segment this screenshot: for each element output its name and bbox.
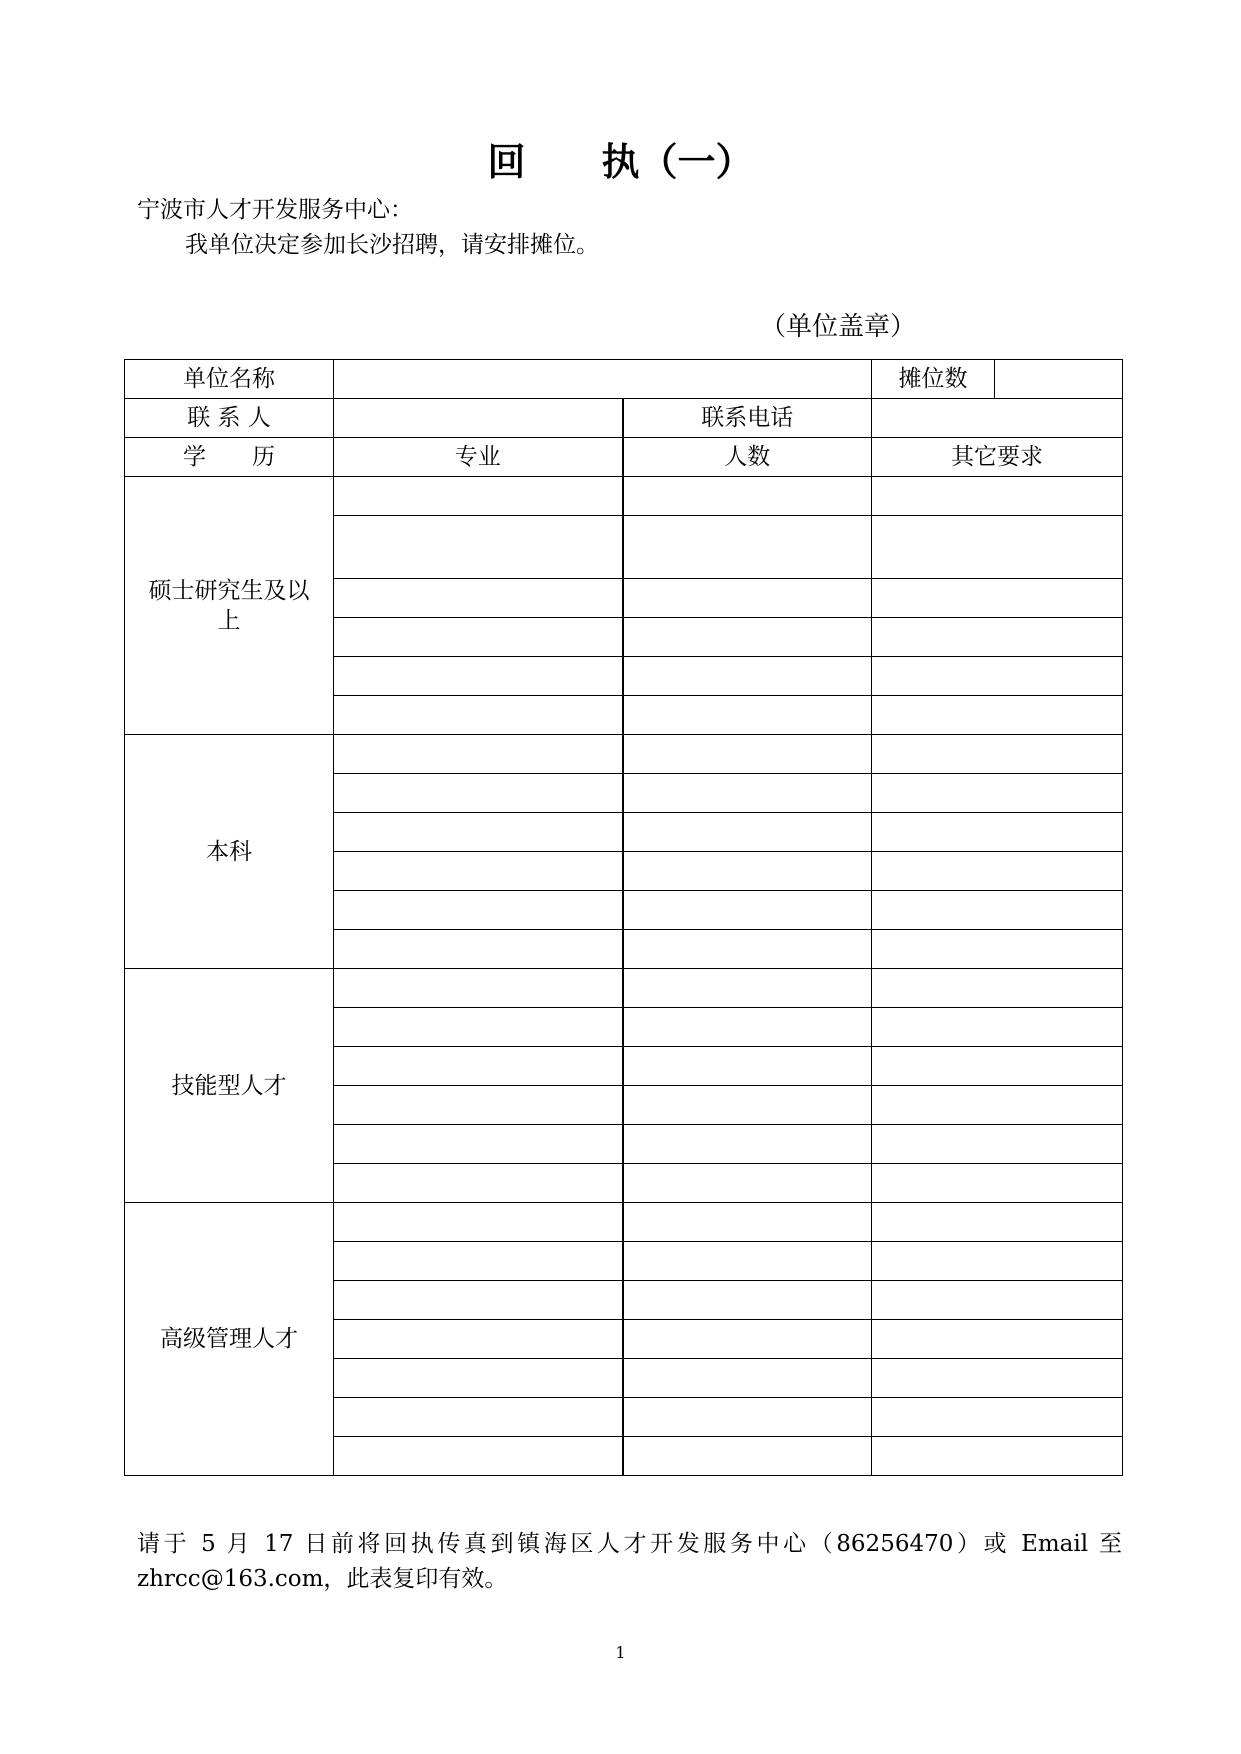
count-cell[interactable] [623, 1242, 872, 1281]
major-cell[interactable] [334, 774, 623, 813]
major-cell[interactable] [334, 930, 623, 969]
count-cell[interactable] [623, 813, 872, 852]
count-cell[interactable] [623, 1203, 872, 1242]
other-cell[interactable] [872, 477, 1123, 516]
other-cell[interactable] [872, 657, 1123, 696]
table-row [125, 1203, 1123, 1242]
other-cell[interactable] [872, 1320, 1123, 1359]
count-cell[interactable] [623, 1398, 872, 1437]
contact-label: 联 系 人 [125, 399, 334, 438]
count-cell[interactable] [623, 1125, 872, 1164]
other-cell[interactable] [872, 1437, 1123, 1476]
addressee: 宁波市人才开发服务中心： [137, 197, 413, 223]
major-cell[interactable] [334, 579, 623, 618]
category-bachelor-label: 本科 [125, 735, 334, 969]
other-cell[interactable] [872, 1359, 1123, 1398]
count-cell[interactable] [623, 516, 872, 579]
major-cell[interactable] [334, 1008, 623, 1047]
category-skilled-label: 技能型人才 [125, 969, 334, 1203]
phone-field[interactable] [872, 399, 1123, 438]
major-cell[interactable] [334, 891, 623, 930]
major-cell[interactable] [334, 1437, 623, 1476]
count-cell[interactable] [623, 774, 872, 813]
count-cell[interactable] [623, 1320, 872, 1359]
count-cell[interactable] [623, 1047, 872, 1086]
other-cell[interactable] [872, 696, 1123, 735]
other-cell[interactable] [872, 735, 1123, 774]
count-cell[interactable] [623, 1008, 872, 1047]
count-cell[interactable] [623, 477, 872, 516]
major-cell[interactable] [334, 657, 623, 696]
table-row [125, 477, 1123, 516]
count-header: 人数 [623, 438, 872, 477]
education-header: 学 历 [125, 438, 334, 477]
count-cell[interactable] [623, 696, 872, 735]
other-cell[interactable] [872, 813, 1123, 852]
major-cell[interactable] [334, 813, 623, 852]
major-cell[interactable] [334, 618, 623, 657]
category-senior-management-label: 高级管理人才 [125, 1203, 334, 1476]
booth-count-field[interactable] [995, 360, 1123, 399]
page-title: 回 执（一） [487, 140, 754, 184]
table-row [125, 399, 1123, 438]
count-cell[interactable] [623, 1359, 872, 1398]
submission-note: 请于 5 月 17 日前将回执传真到镇海区人才开发服务中心（86256470）或 Email 至 zhrcc@163.com，此表复印有效。 [137, 1531, 1122, 1592]
major-cell[interactable] [334, 1047, 623, 1086]
major-cell[interactable] [334, 516, 623, 579]
other-cell[interactable] [872, 1164, 1123, 1203]
other-cell[interactable] [872, 852, 1123, 891]
major-cell[interactable] [334, 1086, 623, 1125]
count-cell[interactable] [623, 1437, 872, 1476]
category-masters-label: 硕士研究生及以上 [125, 477, 334, 735]
major-cell[interactable] [334, 852, 623, 891]
major-cell[interactable] [334, 1320, 623, 1359]
major-cell[interactable] [334, 1203, 623, 1242]
count-cell[interactable] [623, 1281, 872, 1320]
other-cell[interactable] [872, 1398, 1123, 1437]
table-row [125, 438, 1123, 477]
other-cell[interactable] [872, 1008, 1123, 1047]
major-cell[interactable] [334, 969, 623, 1008]
major-cell[interactable] [334, 477, 623, 516]
unit-name-field[interactable] [334, 360, 872, 399]
other-cell[interactable] [872, 1203, 1123, 1242]
page-number: 1 [615, 1643, 626, 1662]
other-cell[interactable] [872, 969, 1123, 1008]
table-row [125, 360, 1123, 399]
major-cell[interactable] [334, 735, 623, 774]
count-cell[interactable] [623, 579, 872, 618]
count-cell[interactable] [623, 1164, 872, 1203]
registration-form-table [124, 359, 1123, 1476]
count-cell[interactable] [623, 891, 872, 930]
phone-label: 联系电话 [623, 399, 872, 438]
count-cell[interactable] [623, 618, 872, 657]
count-cell[interactable] [623, 735, 872, 774]
count-cell[interactable] [623, 969, 872, 1008]
unit-name-label: 单位名称 [125, 360, 334, 399]
table-row [125, 969, 1123, 1008]
other-requirements-header: 其它要求 [872, 438, 1123, 477]
table-row [125, 735, 1123, 774]
seal-placeholder: （单位盖章） [760, 312, 917, 342]
major-header: 专业 [334, 438, 623, 477]
major-cell[interactable] [334, 1398, 623, 1437]
major-cell[interactable] [334, 1359, 623, 1398]
major-cell[interactable] [334, 1164, 623, 1203]
major-cell[interactable] [334, 1281, 623, 1320]
other-cell[interactable] [872, 1125, 1123, 1164]
other-cell[interactable] [872, 1281, 1123, 1320]
other-cell[interactable] [872, 618, 1123, 657]
major-cell[interactable] [334, 1125, 623, 1164]
count-cell[interactable] [623, 1086, 872, 1125]
count-cell[interactable] [623, 852, 872, 891]
other-cell[interactable] [872, 1242, 1123, 1281]
major-cell[interactable] [334, 696, 623, 735]
contact-field[interactable] [334, 399, 623, 438]
booth-count-label: 摊位数 [872, 360, 995, 399]
other-cell[interactable] [872, 774, 1123, 813]
other-cell[interactable] [872, 891, 1123, 930]
count-cell[interactable] [623, 657, 872, 696]
major-cell[interactable] [334, 1242, 623, 1281]
other-cell[interactable] [872, 1047, 1123, 1086]
other-cell[interactable] [872, 516, 1123, 579]
count-cell[interactable] [623, 930, 872, 969]
other-cell[interactable] [872, 1086, 1123, 1125]
other-cell[interactable] [872, 579, 1123, 618]
other-cell[interactable] [872, 930, 1123, 969]
body-text: 我单位决定参加长沙招聘，请安排摊位。 [185, 232, 599, 258]
